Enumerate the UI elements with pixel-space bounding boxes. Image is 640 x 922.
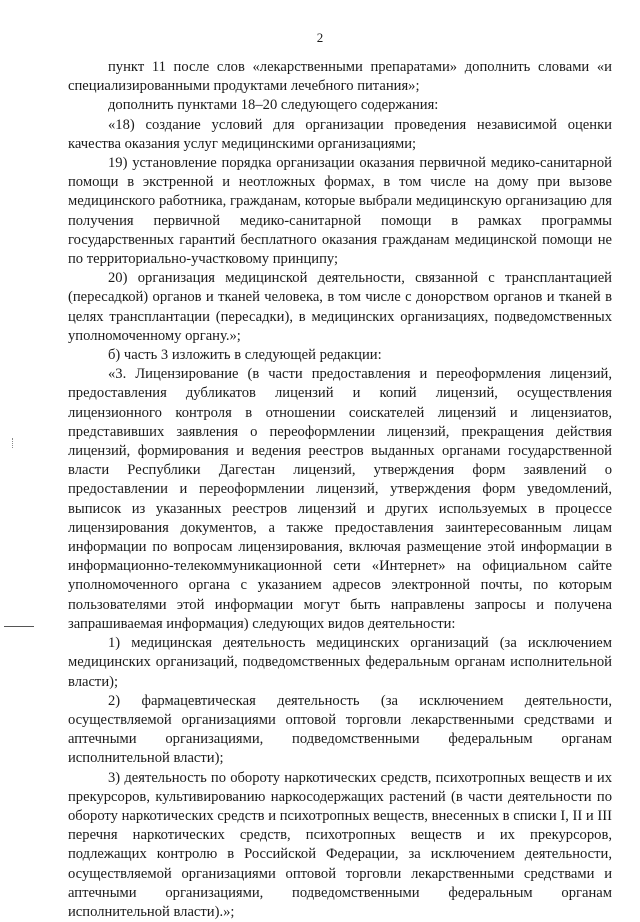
paragraph: пункт 11 после слов «лекарственными препаратами» дополнить словами «и специализированными продуктами лечебного питания»; — [68, 59, 612, 95]
page-number: 2 — [316, 30, 324, 45]
paragraph: 3) деятельность по обороту наркотических средств, психотропных веществ и их прекурсоров, культивированию наркосодержащих растений (в части деятельности по обороту наркотических средств и психотропных веществ, внесенных в списки I, II и III перечня наркотических средств, психотропных веществ и их прекурсоров, подлежащих контролю в Российской Федерации, за исключением деятельности, осуществляемой организациями оптовой торговли лекарственными средствами и аптечными организациями, подведомственными федеральным органам исполнительной власти).»; — [68, 769, 612, 920]
paragraph: «3. Лицензирование (в части предоставления и переоформления лицензий, предоставления дубликатов лицензий и копий лицензий, осуществления лицензионного контроля в отношении соискателей лицензий и лицензиатов, представивших заявления о переоформлении лицензий, прекращения действия лицензий, формирования и ведения реестров выданных органами государственной власти Республики Дагестан лицензий, утверждения форм заявлений о предоставлении и переоформлении лицензий, утверждения форм уведомлений, выписок из указанных реестров лицензий и других используемых в процессе лицензирования документов, а также предоставления заинтересованным лицам информации по вопросам лицензирования, включая размещение этой информации в информационно-телекоммуникационной сети «Интернет» на официальном сайте уполномоченного органа с указанием адресов электронной почты, по которым пользователями этой информации могут быть направлены запросы и получена запрашиваемая информация) следующих видов деятельности: — [68, 366, 612, 632]
paragraph: 19) установление порядка организации оказания первичной медико-санитарной помощи в экстренной и неотложных формах, в том числе на дому при вызове медицинского работника, гражданам, которые выбрали медицинскую организацию для получения первичной медико-санитарной помощи в рамках программы государственных гарантий бесплатного оказания гражданам медицинской помощи не по территориально-участковому принципу; — [68, 155, 612, 268]
paragraph: 2) фармацевтическая деятельность (за исключением деятельности, осуществляемой организациями оптовой торговли лекарственными средствами и аптечными организациями, подведомственными федеральным органам исполнительной власти); — [68, 692, 612, 767]
paragraph: дополнить пунктами 18–20 следующего содержания: — [108, 97, 439, 114]
paragraph: 20) организация медицинской деятельности, связанной с трансплантацией (пересадкой) органов и тканей человека, в том числе с донорством органов и тканей в целях трансплантации (пересадки), в медицинских организациях, подведомственных уполномоченному органу.»; — [68, 270, 612, 344]
scan-margin-mark — [4, 626, 34, 627]
paragraph: «18) создание условий для организации проведения независимой оценки качества оказания услуг медицинскими организациями; — [68, 116, 612, 152]
paragraph: 1) медицинская деятельность медицинских организаций (за исключением медицинских организаций, подведомственных федеральным органам исполнительной власти); — [68, 635, 612, 690]
scan-margin-dot — [12, 438, 15, 448]
document-body — [68, 58, 612, 922]
paragraph: б) часть 3 изложить в следующей редакции: — [108, 347, 382, 364]
